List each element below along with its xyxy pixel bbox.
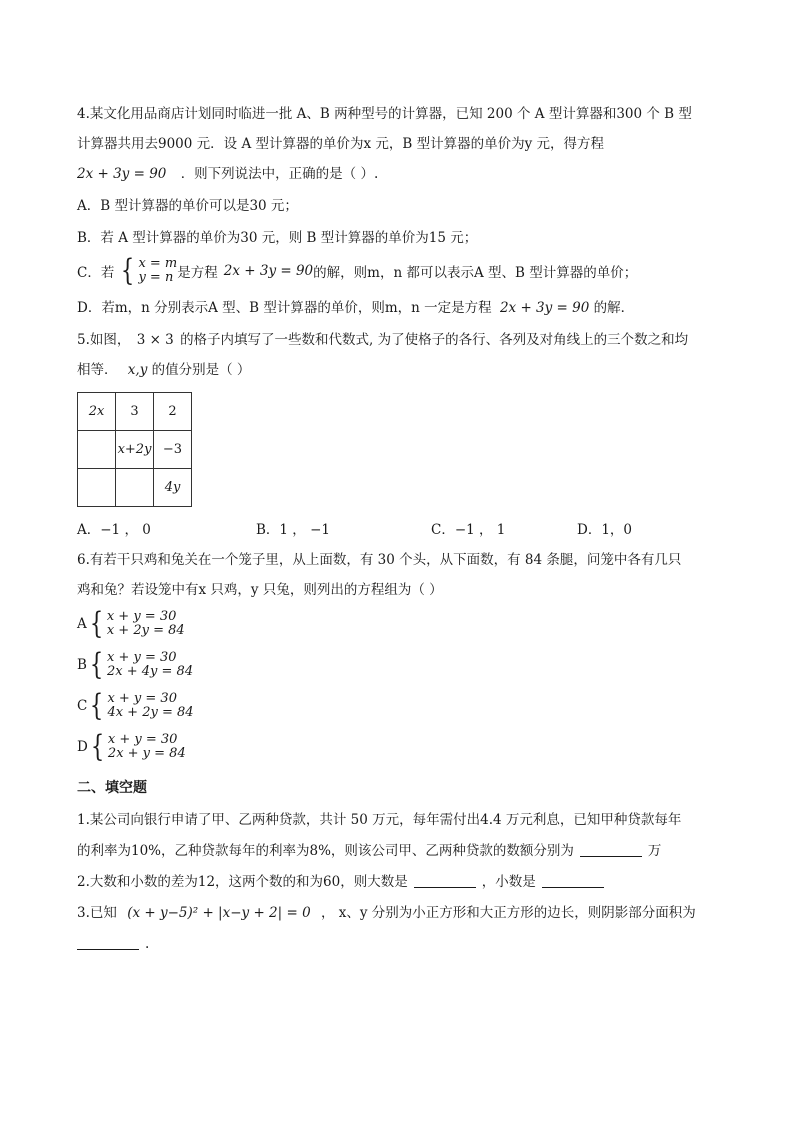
grid-cell: 4y xyxy=(154,469,192,507)
q4-option-c xyxy=(77,253,638,288)
q4-option-d-equation: 2x + 3y = 90 xyxy=(499,300,590,316)
fill-q3-equation: (x + y−5)² + |x−y + 2| = 0 xyxy=(127,905,311,921)
option-label: D xyxy=(77,739,88,755)
option-label: B xyxy=(77,657,87,673)
grid-cell: 3 xyxy=(116,393,154,431)
q5-option-c: C．−1 ， 1 xyxy=(431,522,506,538)
section-title: 二、填空题 xyxy=(77,780,147,796)
grid-cell: 2 xyxy=(154,393,192,431)
q5-option-a: A．−1 ， 0 xyxy=(77,522,151,538)
q6-line1: 6.有若干只鸡和兔关在一个笼子里，从上面数，有 30 个头，从下面数，有 84 条腿，问笼中各有几只 xyxy=(77,552,682,568)
q4-option-b: B．若 A 型计算器的单价为30 元，则 B 型计算器的单价为15 元； xyxy=(77,230,478,246)
q4-line3 xyxy=(77,164,378,184)
q5-option-d: D．1，0 xyxy=(577,522,633,538)
system-row-top: x + y = 30 xyxy=(107,732,178,747)
system-row-bottom: 2x + 4y = 84 xyxy=(107,664,194,679)
q4-line2: 计算器共用去9000 元．设 A 型计算器的单价为x 元，B 型计算器的单价为y 元，得方程 xyxy=(77,136,605,152)
system-row-top: x + y = 30 xyxy=(107,691,177,706)
grid-cell xyxy=(78,431,116,469)
fill-q3-end: . xyxy=(145,936,150,952)
answer-blank xyxy=(580,842,642,857)
q6-line2: 鸡和兔？若设笼中有x 只鸡，y 只兔，则列出的方程组为（ ） xyxy=(77,582,443,598)
grid-cell: 2x xyxy=(78,393,116,431)
grid-row xyxy=(78,393,192,431)
q4-option-c-prefix: C．若 xyxy=(77,265,115,281)
q4-option-c-mid: 是方程 xyxy=(177,265,218,281)
q5-line1-prefix: 5.如图， xyxy=(77,332,131,348)
fill-q3-tail: ， x、y 分别为小正方形和大正方形的边长，则阴影部分面积为 xyxy=(320,905,696,921)
q4-option-c-tail: 的解，则m，n 都可以表示A 型、B 型计算器的单价； xyxy=(313,265,638,281)
option-label: A xyxy=(77,616,87,632)
q5-variables: x,y xyxy=(127,362,148,378)
grid-row xyxy=(78,469,192,507)
q5-line2-prefix: 相等． xyxy=(77,362,118,378)
q4-line1: 4.某文化用品商店计划同时临进一批 A、B 两种型号的计算器，已知 200 个 A 型计算器和300 个 B 型 xyxy=(77,106,692,122)
q4-option-c-system: { x = m y = n xyxy=(121,253,178,288)
fill-q2-text-b: ，小数是 xyxy=(481,874,536,890)
q5-grid-size: 3 × 3 xyxy=(136,332,174,348)
system-row-top: x = m xyxy=(138,256,178,271)
system-row-top: x + y = 30 xyxy=(107,650,177,665)
q4-option-c-equation: 2x + 3y = 90 xyxy=(223,263,314,279)
q5-line2 xyxy=(77,360,250,380)
q4-equation: 2x + 3y = 90 xyxy=(77,166,167,182)
grid-cell: x+2y xyxy=(116,431,154,469)
q4-option-d-prefix: D．若m，n 分别表示A 型、B 型计算器的单价，则m，n 一定是方程 xyxy=(77,300,492,316)
fill-q1-line2 xyxy=(77,841,661,861)
q5-option-b: B．1 ， −1 xyxy=(256,522,330,538)
q4-option-d xyxy=(77,298,634,318)
answer-blank xyxy=(414,873,476,888)
fill-q1-line1: 1.某公司向银行申请了甲、乙两种贷款，共计 50 万元，每年需付出4.4 万元利息，已知甲种贷款每年 xyxy=(77,812,682,828)
equation-system: { x + y = 30 x + 2y = 84 xyxy=(89,606,185,641)
q4-option-d-tail: 的解． xyxy=(593,300,635,316)
q5-line1 xyxy=(77,330,688,350)
q5-line2-tail: 的值分别是（ ） xyxy=(151,362,251,378)
fill-q3-prefix: 3.已知 xyxy=(77,905,117,921)
system-row-top: x + y = 30 xyxy=(106,609,177,624)
answer-blank xyxy=(542,873,604,888)
grid-cell xyxy=(116,469,154,507)
system-row-bottom: y = n xyxy=(138,270,174,285)
q6-option-d xyxy=(77,729,186,764)
equation-system: { x + y = 30 4x + 2y = 84 xyxy=(90,688,194,723)
fill-q3-line2 xyxy=(77,934,149,954)
grid-cell: −3 xyxy=(154,431,192,469)
fill-q2 xyxy=(77,872,610,892)
q6-option-a xyxy=(77,606,185,641)
q6-option-b xyxy=(77,647,194,682)
option-label: C xyxy=(77,698,88,714)
grid-cell xyxy=(78,469,116,507)
q5-line1-tail: 的格子内填写了一些数和代数式, 为了使格子的各行、各列及对角线上的三个数之和均 xyxy=(180,332,689,348)
system-row-bottom: x + 2y = 84 xyxy=(106,623,185,638)
fill-q2-text-a: 2.大数和小数的差为12，这两个数的和为60，则大数是 xyxy=(77,874,408,890)
q6-option-c xyxy=(77,688,194,723)
q4-option-a: A．B 型计算器的单价可以是30 元； xyxy=(77,198,298,214)
q4-line3-tail: ．则下列说法中，正确的是（ ）. xyxy=(180,166,379,182)
equation-system: { x + y = 30 2x + y = 84 xyxy=(90,729,186,764)
fill-q3-line1 xyxy=(77,903,696,923)
grid-row xyxy=(78,431,192,469)
equation-system: { x + y = 30 2x + 4y = 84 xyxy=(89,647,194,682)
system-row-bottom: 2x + y = 84 xyxy=(107,746,186,761)
fill-q1-line2-text: 的利率为10%，乙种贷款每年的利率为8%，则该公司甲、乙两种贷款的数额分别为 xyxy=(77,843,574,859)
system-row-bottom: 4x + 2y = 84 xyxy=(107,705,194,720)
magic-square-grid xyxy=(77,392,192,507)
fill-q1-unit: 万 xyxy=(647,843,662,859)
answer-blank xyxy=(77,935,139,950)
